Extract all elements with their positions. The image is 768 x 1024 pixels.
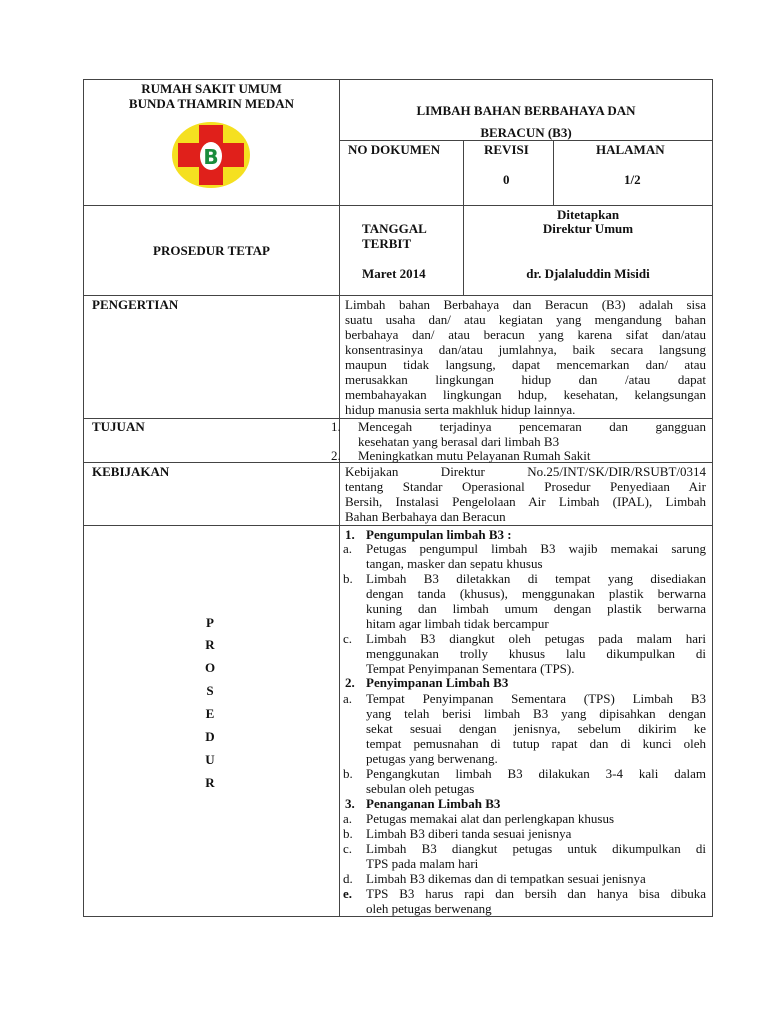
pengertian-line: Limbah bahan Berbahaya dan Beracun (B3) adalah sisa (345, 297, 706, 312)
list-marker: c. (343, 841, 353, 856)
prosedur-tetap-label: PROSEDUR TETAP (153, 243, 270, 258)
hospital-name-line2: BUNDA THAMRIN MEDAN (128, 96, 295, 111)
list-marker: b. (343, 571, 353, 586)
kebijakan-line: tentang Standar Operasional Prosedur Penyediaan Air (345, 479, 706, 494)
list-marker: c. (343, 631, 353, 646)
list-item-text: Petugas pengumpul limbah B3 wajib memakai sarung (366, 541, 706, 556)
tanggal-terbit-value: Maret 2014 (362, 266, 426, 281)
list-item-text: Limbah B3 diletakkan di tempat yang disediakan (366, 571, 706, 586)
list-item-text: Petugas memakai alat dan perlengkapan khusus (366, 811, 615, 826)
prosedur-letter: R (205, 775, 215, 790)
list-item-text: oleh petugas berwenang (366, 901, 492, 916)
kebijakan-line: Kebijakan Direktur No.25/INT/SK/DIR/RSUBT/0314 (345, 464, 706, 479)
section-title: Penanganan Limbah B3 (366, 796, 501, 811)
list-item-text: Limbah B3 dikemas dan di tempatkan sesuai jenisnya (366, 871, 646, 886)
hospital-logo (170, 120, 252, 190)
pengertian-line: membahayakan lingkungan hdup, kesehatan, kelangsungan (345, 387, 706, 402)
list-item-text: petugas yang berwenang. (366, 751, 498, 766)
list-item-text: dengan tanda (khusus), menggunakan plastik berwarna (366, 586, 706, 601)
prosedur-letter: E (205, 706, 215, 721)
list-item-text: Tempat Penyimpanan Sementara (TPS) Limbah B3 (366, 691, 706, 706)
kebijakan-line: Bersih, Instalasi Pengelolaan Air Limbah (IPAL), Limbah (345, 494, 706, 509)
prosedur-letter: D (205, 729, 215, 744)
revisi-value: 0 (503, 172, 510, 187)
list-item-text: hitam agar limbah tidak bercampur (366, 616, 549, 631)
list-marker: a. (343, 691, 353, 706)
list-item-text: Tempat Penyimpanan Sementara (TPS). (366, 661, 575, 676)
section-number: 3. (345, 796, 355, 811)
hospital-name-line1: RUMAH SAKIT UMUM (141, 81, 282, 96)
document-title-line2: BERACUN (B3) (480, 125, 572, 140)
logo-emblem-icon: B (203, 145, 219, 169)
kebijakan-line: Bahan Berbahaya dan Beracun (345, 509, 506, 524)
pengertian-line: maupun tidak langsung, dapat mencemarkan dan/ atau (345, 357, 706, 372)
kebijakan-label: KEBIJAKAN (92, 464, 170, 479)
list-item-text: menggunakan trolly khusus lalu dikumpulkan di (366, 646, 706, 661)
tujuan-item-text: Meningkatkan mutu Pelayanan Rumah Sakit (358, 448, 591, 463)
list-item-text: Pengangkutan limbah B3 dilakukan 3-4 kali dalam (366, 766, 706, 781)
prosedur-letter: S (206, 683, 214, 698)
list-marker: a. (343, 541, 353, 556)
prosedur-letter: P (206, 615, 214, 630)
pengertian-line: konsentrasinya dan/atau jumlahnya, baik secara langsung (345, 342, 706, 357)
list-item-text: tempat pemusnahan di tutup rapat dan di kunci oleh (366, 736, 706, 751)
section-number: 1. (345, 527, 355, 542)
list-item-text: sebulan oleh petugas (366, 781, 475, 796)
list-item-text: Limbah B3 diangkut oleh petugas pada malam hari (366, 631, 706, 646)
no-dokumen-label: NO DOKUMEN (348, 142, 441, 157)
ditetapkan-label: Ditetapkan (556, 207, 620, 222)
pengertian-line: hidup manusia serta makhluk hidup lainnya. (345, 402, 576, 417)
prosedur-letter: O (204, 660, 216, 675)
list-item-text: tangan, masker dan sepatu khusus (366, 556, 543, 571)
tujuan-item-number: 1. (331, 419, 341, 434)
list-marker: b. (343, 766, 353, 781)
revisi-label: REVISI (484, 142, 529, 157)
pengertian-line: merusakkan lingkungan hidup dan /atau dapat (345, 372, 706, 387)
section-title: Pengumpulan limbah B3 : (366, 527, 512, 542)
list-marker: e. (343, 886, 353, 901)
prosedur-letter: U (205, 752, 215, 767)
tujuan-item-number: 2. (331, 448, 341, 463)
list-marker: a. (343, 811, 353, 826)
document-title-line1: LIMBAH BAHAN BERBAHAYA DAN (416, 103, 636, 118)
list-item-text: sekat sesuai dengan jenisnya, sebelum dikirim ke (366, 721, 706, 736)
terbit-label: TERBIT (362, 236, 412, 251)
prosedur-letter: R (205, 637, 215, 652)
director-name: dr. Djalaluddin Misidi (526, 266, 650, 281)
list-item-text: yang telah berisi limbah B3 yang dipisahkan dengan (366, 706, 706, 721)
list-item-text: Limbah B3 diberi tanda sesuai jenisnya (366, 826, 572, 841)
list-marker: d. (343, 871, 353, 886)
list-item-text: TPS pada malam hari (366, 856, 479, 871)
tujuan-item-text: Mencegah terjadinya pencemaran dan gangguan (358, 419, 706, 434)
direktur-umum-label: Direktur Umum (542, 221, 634, 236)
list-marker: b. (343, 826, 353, 841)
halaman-label: HALAMAN (596, 142, 665, 157)
tanggal-label: TANGGAL (362, 221, 427, 236)
list-item-text: kuning dan limbah umum dengan plastik berwarna (366, 601, 706, 616)
section-title: Penyimpanan Limbah B3 (366, 675, 509, 690)
tujuan-label: TUJUAN (92, 419, 145, 434)
pengertian-label: PENGERTIAN (92, 297, 179, 312)
tujuan-item-text: kesehatan yang berasal dari limbah B3 (358, 434, 560, 449)
list-item-text: Limbah B3 diangkut petugas untuk dikumpulkan di (366, 841, 706, 856)
pengertian-line: berbahaya dan/ atau beracun yang karena sifat dan/atau (345, 327, 706, 342)
section-number: 2. (345, 675, 355, 690)
pengertian-line: suatu usaha dan/ atau kegiatan yang mengandung bahan (345, 312, 706, 327)
list-item-text: TPS B3 harus rapi dan bersih dan hanya bisa dibuka (366, 886, 706, 901)
halaman-value: 1/2 (624, 172, 641, 187)
